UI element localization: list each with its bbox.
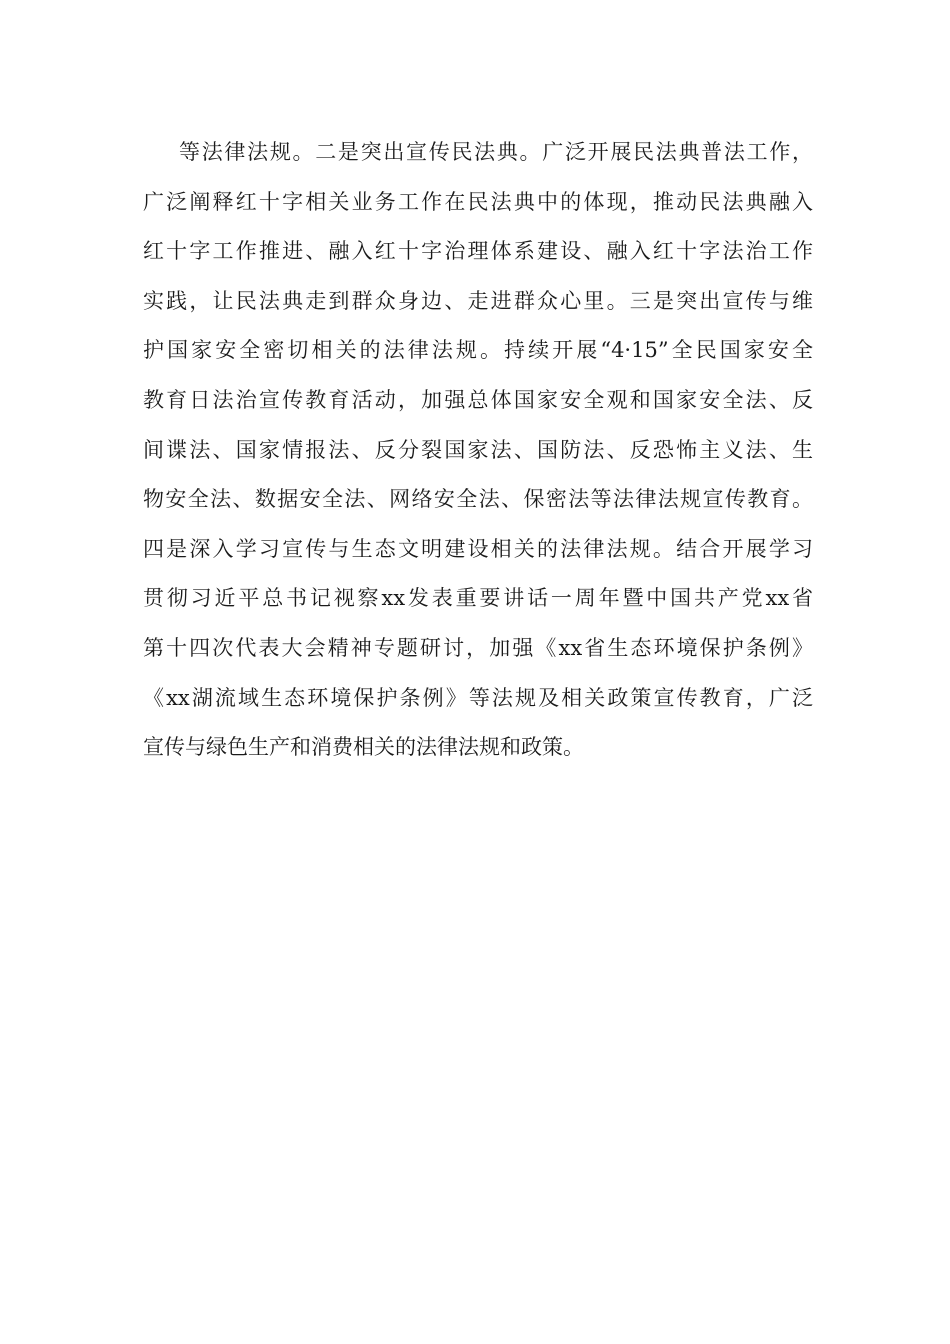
paragraph-line: 间谍法、国家情报法、反分裂国家法、国防法、反恐怖主义法、生: [143, 437, 813, 462]
paragraph-line: 教育日法治宣传教育活动，加强总体国家安全观和国家安全法、反: [143, 387, 813, 412]
paragraph-line: 四是深入学习宣传与生态文明建设相关的法律法规。结合开展学习: [143, 536, 813, 561]
paragraph-line: 《xx湖流域生态环境保护条例》等法规及相关政策宣传教育，广泛: [143, 685, 813, 710]
paragraph-line: 实践，让民法典走到群众身边、走进群众心里。三是突出宣传与维: [143, 288, 813, 313]
paragraph-line: 红十字工作推进、融入红十字治理体系建设、融入红十字法治工作: [143, 239, 813, 264]
paragraph-line: 第十四次代表大会精神专题研讨，加强《xx省生态环境保护条例》: [143, 635, 813, 660]
paragraph-line: 护国家安全密切相关的法律法规。持续开展“4·15”全民国家安全: [143, 338, 813, 363]
paragraph-line: 物安全法、数据安全法、网络安全法、保密法等法律法规宣传教育。: [143, 487, 813, 512]
paragraph-line: 贯彻习近平总书记视察xx发表重要讲话一周年暨中国共产党xx省: [143, 586, 813, 611]
body-paragraph: [143, 128, 813, 773]
paragraph-line: 广泛阐释红十字相关业务工作在民法典中的体现，推动民法典融入: [143, 189, 813, 214]
paragraph-line: 等法律法规。二是突出宣传民法典。广泛开展民法典普法工作，: [179, 140, 813, 164]
paragraph-line: 宣传与绿色生产和消费相关的法律法规和政策。: [143, 735, 584, 760]
